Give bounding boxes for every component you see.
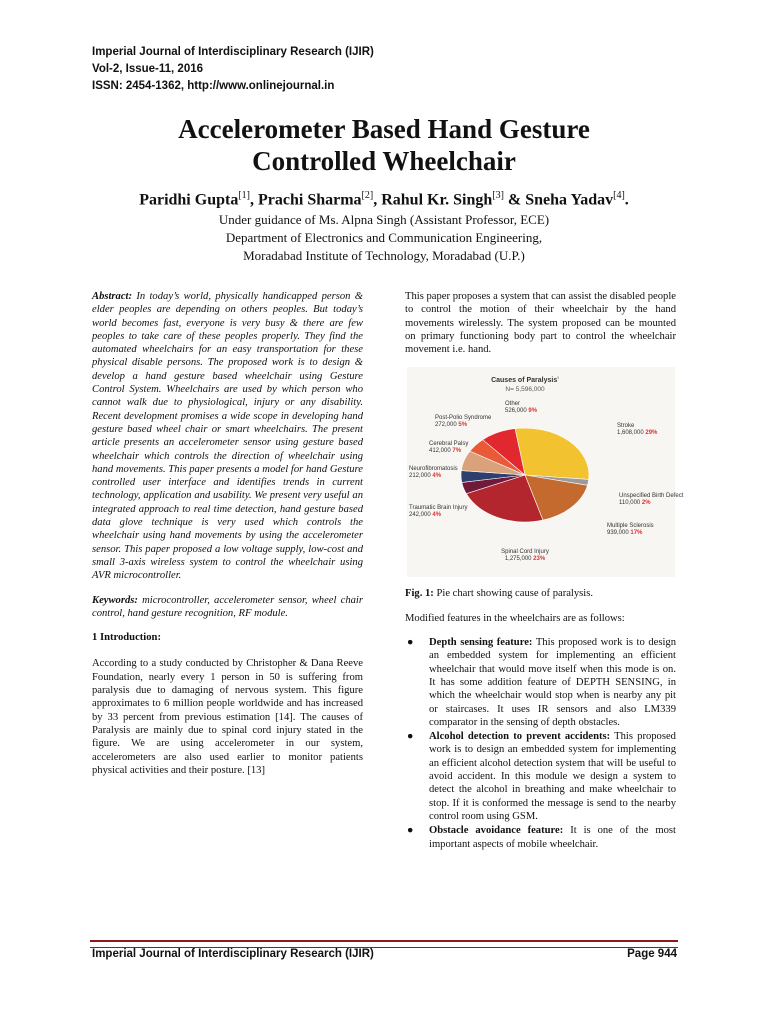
- feature-text: It is one of the most important aspects of mobile wheelchair.: [429, 825, 676, 850]
- pie-label-count: 939,000: [607, 530, 631, 537]
- chart-title-sup: ¹: [557, 376, 559, 383]
- feature-text: This proposed work is to design an embedded system for implementing an efficient wheelchair that would move itself when this mode is on. It has some addition feature of DEPTH SENSING, in which the wheelchair would stop when is nearby any pit or staircases. It uses IR sensors and also LM339 comparator in the sensing of depth obstacles.: [429, 637, 676, 728]
- pie-label-name: Other: [505, 401, 521, 408]
- pie-label: [617, 423, 658, 436]
- feature-item: ● Depth sensing feature: This proposed work is to design an embedded system for implementing an efficient wheelchair that would move itself when this mode is on. It has some addition feature of DEPTH SENSING, in which the wheelchair would stop when is nearby any pit or staircases. It uses IR sensors and also LM339 comparator in the sensing of depth obstacles.: [407, 637, 676, 728]
- section-heading-introduction: 1 Introduction:: [92, 632, 161, 644]
- pie-label: [435, 415, 492, 428]
- modified-features-intro: Modified features in the wheelchairs are as follows:: [405, 612, 625, 624]
- abstract-text: In today’s world, physically handicapped person & elder peoples are depending on others peoples. But today’s world becomes fast, everyone is very busy & there are few peoples to take care of these peoples properly. They find the automated wheelchairs for an easy transportation for these physical disable persons. The proposed work is to design & develop a hand gesture based wheelchair using Gesture Control System. Wheelchairs are used by which person who cannot walk due to physiological, injury or any disability. Recent development promises a wide scope in developing hand gesture based wheel chair or smart wheelchairs. The present article presents an accelerometer sensor using gesture based wheelchair which controls the direction of wheelchair using hand movements. This paper presents a model for hand Gesture controlled user interface and identifies trends in current technology, application and usability. We present very useful an integrated approach to real time detection, hand gesture based data glove technique is very used which controls the wheelchair using hand movements by using the accelerometer sensor. This paper proposed a low voltage supply, low-cost and small 3-axis wireless system to control the wheelchair using AVR microcontroller.: [92, 291, 363, 582]
- affiliation: [60, 211, 708, 265]
- pie-slices: [461, 429, 589, 523]
- guidance-line: Under guidance of Ms. Alpna Singh (Assistant Professor, ECE): [218, 212, 550, 227]
- author-list: Paridhi Gupta[1], Prachi Sharma[2], Rahul Kr. Singh[3] & Sneha Yadav[4].: [139, 190, 629, 209]
- header-issn: ISSN: 2454-1362, http://www.onlinejournal.in: [92, 80, 335, 92]
- pie-label-count: 1,608,000: [617, 430, 646, 437]
- author-3: Rahul Kr. Singh: [381, 191, 493, 209]
- pie-label-count: 272,000: [435, 422, 459, 429]
- pie-label-name: Stroke: [617, 423, 635, 430]
- pie-label-percent: 2%: [641, 500, 651, 507]
- pie-label-count: 412,000: [429, 448, 453, 455]
- feature-title: Alcohol detection to prevent accidents:: [429, 731, 611, 743]
- right-intro-paragraph: This paper proposes a system that can assist the disabled people to control the motion of their wheelchair by the hand movements wirelessly. The system proposed can be mounted on primary functioning body part to control the wheelchair movement i.e. hand.: [405, 291, 676, 356]
- pie-label-count: 1,275,000: [504, 556, 534, 563]
- pie-label-percent: 17%: [630, 530, 643, 537]
- author-4: Sneha Yadav: [525, 191, 614, 209]
- pie-label-name: Spinal Cord Injury: [501, 549, 549, 556]
- figure-caption-text: Pie chart showing cause of paralysis.: [436, 588, 594, 600]
- pie-label: [619, 493, 684, 506]
- keywords-text: microcontroller, accelerometer sensor, wheel chair control, hand gesture recognition, RF module.: [92, 594, 363, 619]
- feature-item: ● Obstacle avoidance feature: It is one of the most important aspects of mobile wheelchair.: [407, 825, 676, 850]
- pie-label: [607, 523, 654, 536]
- author-2: Prachi Sharma: [258, 191, 362, 209]
- header-volume: Vol-2, Issue-11, 2016: [92, 63, 204, 75]
- pie-label-count: 526,000: [505, 408, 529, 415]
- footer-rule: [90, 940, 678, 948]
- pie-chart-figure: [407, 367, 684, 577]
- pie-chart: [407, 367, 684, 577]
- pie-label: [429, 441, 468, 454]
- feature-title: Depth sensing feature:: [429, 637, 533, 649]
- keywords-label: Keywords:: [92, 594, 138, 606]
- pie-label-percent: 4%: [432, 473, 442, 480]
- pie-label-count: 110,000: [619, 500, 642, 507]
- author-2-ref: [2]: [361, 190, 374, 201]
- pie-label-name: Traumatic Brain Injury: [409, 505, 468, 512]
- pie-label: [409, 466, 458, 479]
- author-3-ref: [3]: [492, 190, 504, 201]
- author-1-ref: [1]: [238, 190, 250, 201]
- title-line-1: Accelerometer Based Hand Gesture: [178, 114, 590, 144]
- keywords: [92, 594, 363, 621]
- pie-label-name: Multiple Sclerosis: [607, 523, 654, 530]
- pie-slice-stroke: [515, 429, 589, 480]
- pie-label-percent: 7%: [452, 448, 462, 455]
- author-1: Paridhi Gupta: [139, 191, 239, 209]
- pie-label: [409, 505, 467, 518]
- author-4-ref: [4]: [613, 190, 625, 201]
- pie-label-percent: 9%: [528, 408, 538, 415]
- right-column: [405, 290, 684, 852]
- pie-label-percent: 29%: [645, 430, 658, 437]
- feature-title: Obstacle avoidance feature:: [429, 825, 564, 837]
- figure-caption: [405, 587, 676, 600]
- pie-label-name: Neurofibromatosis: [409, 466, 458, 473]
- left-column: [92, 290, 363, 788]
- footer-journal: Imperial Journal of Interdisciplinary Research (IJIR): [92, 948, 374, 960]
- pie-label-percent: 4%: [432, 512, 442, 519]
- abstract: [92, 290, 363, 583]
- running-footer: [92, 948, 677, 960]
- running-header: [92, 44, 374, 95]
- pie-label-name: Unspecified Birth Defect: [619, 493, 684, 500]
- pie-label-percent: 5%: [458, 422, 468, 429]
- header-journal: Imperial Journal of Interdisciplinary Research (IJIR): [92, 46, 374, 58]
- pie-label-count: 242,000: [409, 512, 433, 519]
- abstract-label: Abstract:: [92, 291, 133, 302]
- paper-title: [60, 113, 708, 177]
- institute-line: Moradabad Institute of Technology, Moradabad (U.P.): [243, 248, 525, 263]
- pie-label: [505, 401, 538, 414]
- pie-label-name: Post-Polio Syndrome: [435, 415, 492, 422]
- introduction-paragraph: According to a study conducted by Christopher & Dana Reeve Foundation, nearly every 1 person in 50 is suffering from paralysis due to damaging of nervous system. This figure approximates to 6 million people worldwide and has increased by 33 percent from previous estimation [14]. The causes of Paralysis are mainly due to spinal cord injury stated in the figure. We are using accelerometer in our system, accelerometers are also used earlier to monitor patients physical activities and their posture. [13]: [92, 658, 363, 776]
- pie-label-percent: 23%: [533, 556, 546, 563]
- pie-label: [501, 549, 549, 562]
- chart-title: Causes of Paralysis: [491, 377, 558, 385]
- feature-list: [405, 636, 676, 851]
- svg-text:Causes of Paralysis¹: [491, 376, 559, 384]
- chart-subtitle: N= 5,596,000: [505, 386, 545, 394]
- pie-label-name: Cerebral Palsy: [429, 441, 469, 448]
- feature-text: This proposed work is to design an embedded system for implementing an efficient alcohol detection system that will be useful to avoid accident. In this module we design a system to detect the alcohol in breathing and make wheelchair to stop. If it is conformed the message is send to the nearby control room using GSM.: [429, 731, 676, 822]
- title-line-2: Controlled Wheelchair: [252, 146, 516, 176]
- feature-item: ● Alcohol detection to prevent accidents: This proposed work is to design an embedded system for implementing an efficient alcohol detection system that will be useful to avoid accident. In this module we design a system to detect the alcohol in breathing and make wheelchair to stop. If it is conformed the message is send to the nearby control room using GSM.: [407, 731, 676, 822]
- page-number: Page 944: [627, 948, 677, 960]
- pie-label-count: 212,000: [409, 473, 433, 480]
- figure-label: Fig. 1:: [405, 588, 434, 600]
- department-line: Department of Electronics and Communication Engineering,: [225, 230, 543, 245]
